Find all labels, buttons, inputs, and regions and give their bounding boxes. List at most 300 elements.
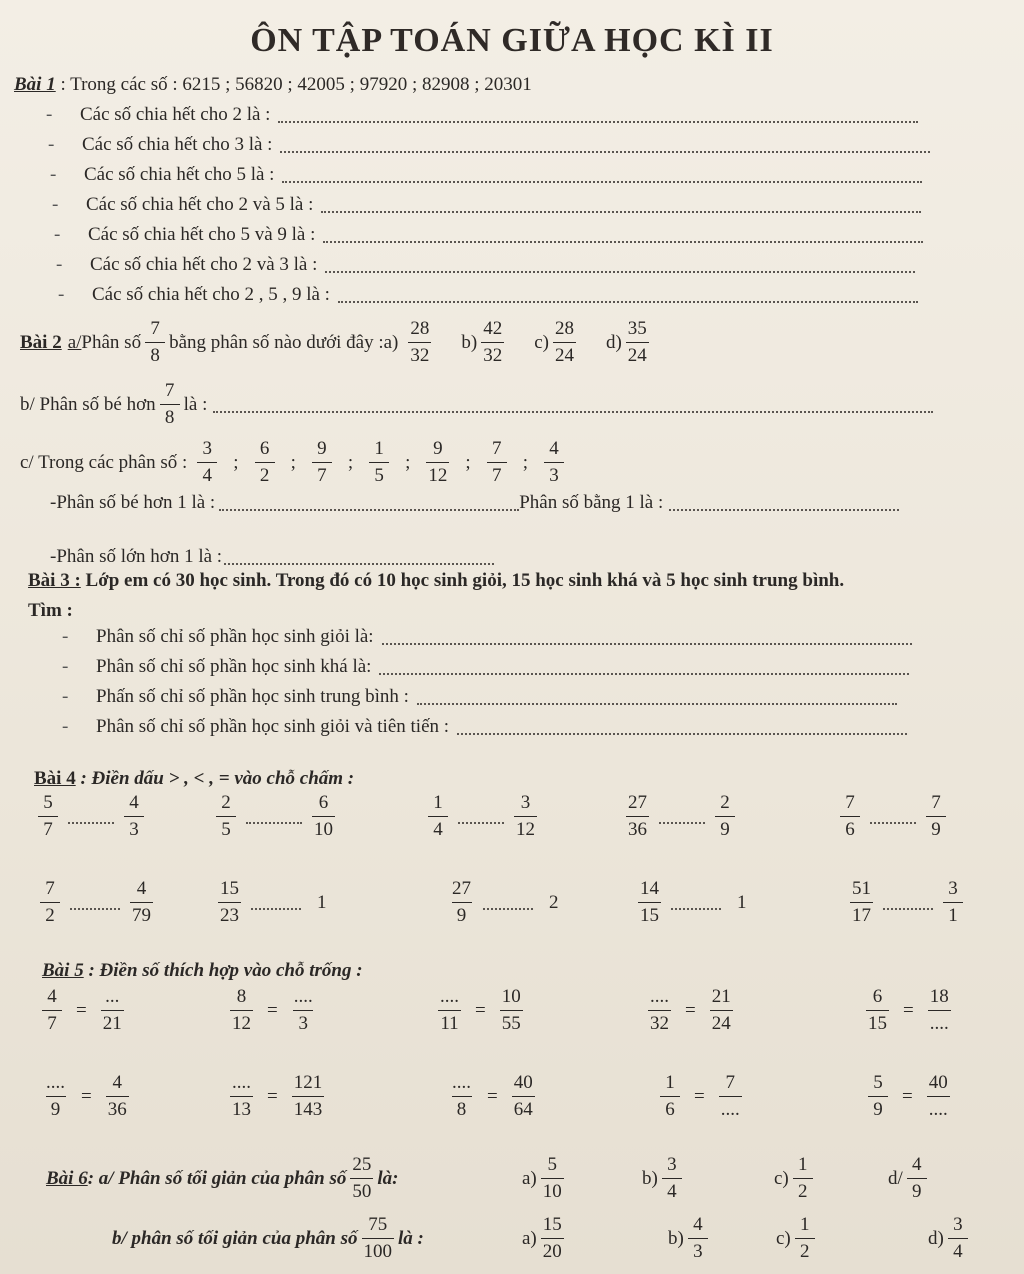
bai2-a-option[interactable] (461, 316, 508, 369)
bai1-item-label: Các số chia hết cho 3 là : (82, 134, 273, 155)
bai5-equation (446, 1070, 539, 1123)
answer-line[interactable] (379, 659, 909, 675)
denominator: 9 (868, 1096, 888, 1123)
answer-line[interactable] (870, 810, 916, 824)
denominator: 21 (101, 1010, 124, 1037)
numerator: 4 (136, 878, 147, 899)
answer-line[interactable] (883, 896, 933, 910)
denominator: 8 (452, 1096, 472, 1123)
numerator: 4 (912, 1154, 922, 1175)
bai4-comparison (36, 876, 157, 929)
bai2-c-fraction (426, 436, 449, 489)
bai2-c-row (20, 436, 568, 489)
left-fraction (38, 790, 58, 843)
bai1-intro: : Trong các số : 6215 ; 56820 ; 42005 ; 97920 ; 82908 ; 20301 (55, 74, 532, 95)
bai2-a-text1: Phân số (81, 331, 142, 353)
bai6-option[interactable] (774, 1152, 817, 1205)
separator: ; (290, 451, 296, 473)
numerator: 7 (931, 792, 941, 813)
right-fraction (292, 984, 315, 1037)
bai5-equation (38, 984, 128, 1037)
bai6-a-la: là: (377, 1167, 399, 1189)
numerator: 7 (845, 792, 855, 813)
right-fraction (927, 1070, 950, 1123)
bai1-item-label: Các số chia hết cho 2 , 5 , 9 là : (92, 284, 330, 305)
denominator: .... (719, 1096, 742, 1123)
numerator: 3 (202, 438, 213, 459)
answer-line[interactable] (213, 397, 933, 413)
bai1-item-label: Các số chia hết cho 2 và 5 là : (86, 194, 314, 215)
numerator: 27 (452, 878, 471, 899)
denominator: 5 (216, 816, 236, 843)
denominator: 4 (197, 462, 217, 489)
answer-line[interactable] (382, 629, 912, 645)
bai1-item-label: Các số chia hết cho 5 và 9 là : (88, 224, 316, 245)
right-fraction (512, 1070, 535, 1123)
equals-sign: = (76, 999, 87, 1021)
bai1-label: Bài 1 (14, 74, 56, 95)
bai6-option[interactable] (522, 1212, 568, 1265)
denominator: 9 (452, 902, 472, 929)
denominator: 4 (662, 1178, 682, 1205)
option-letter: b) (668, 1227, 684, 1249)
right-number: 1 (317, 891, 327, 913)
option-letter: a) (522, 1227, 537, 1249)
denominator: 24 (553, 342, 576, 369)
bai3-item (62, 716, 907, 738)
denominator: 9 (907, 1178, 927, 1205)
denominator: 3 (688, 1238, 708, 1265)
bai6-option[interactable] (928, 1212, 972, 1265)
bullet-dash: - (54, 224, 61, 245)
bullet-dash: - (58, 284, 65, 305)
option-fraction (688, 1212, 708, 1265)
separator: ; (233, 451, 239, 473)
equals-sign: = (81, 1085, 92, 1107)
denominator: 10 (312, 816, 335, 843)
answer-line[interactable] (323, 227, 923, 243)
bai1-item (54, 224, 923, 246)
numerator: 1 (800, 1214, 810, 1235)
denominator: 15 (866, 1010, 889, 1037)
denominator: 7 (42, 1010, 62, 1037)
bai1-item-label: Các số chia hết cho 2 và 3 là : (90, 254, 318, 275)
denominator: 24 (626, 342, 649, 369)
denominator: 32 (481, 342, 504, 369)
numerator: 4 (112, 1072, 122, 1093)
denominator: 9 (715, 816, 735, 843)
left-fraction (626, 790, 649, 843)
right-fraction (130, 876, 153, 929)
numerator: 28 (410, 318, 430, 339)
denominator: 143 (292, 1096, 325, 1123)
bai2-a-option[interactable] (404, 316, 435, 369)
numerator: 15 (542, 1214, 562, 1235)
bai3-item-label: Phân số chỉ số phần học sinh khá là: (96, 656, 372, 677)
separator: ; (522, 451, 528, 473)
denominator: 9 (926, 816, 946, 843)
numerator: 6 (872, 986, 883, 1007)
bai2-c-greater-row (50, 546, 494, 568)
bai6-option[interactable] (522, 1152, 568, 1205)
numerator: 5 (43, 792, 53, 813)
option-fraction (948, 1212, 968, 1265)
right-fraction (312, 790, 335, 843)
answer-line[interactable] (338, 287, 918, 303)
bai6-option[interactable] (776, 1212, 819, 1265)
left-fraction (42, 984, 62, 1037)
bai4-comparison (212, 790, 339, 843)
numerator: 4 (129, 792, 139, 813)
bai5-equation (862, 984, 955, 1037)
bullet-dash: - (50, 164, 57, 185)
bai6-option[interactable] (668, 1212, 712, 1265)
numerator: 7 (725, 1072, 735, 1093)
answer-line[interactable] (671, 896, 721, 910)
left-fraction (428, 790, 448, 843)
left-fraction (638, 876, 661, 929)
bai2-c-fraction (197, 436, 217, 489)
bai1-item-label: Các số chia hết cho 5 là : (84, 164, 275, 185)
bai4-comparison (446, 876, 559, 929)
bai2-a-text2: bằng phân số nào dưới đây :a) (169, 331, 399, 353)
bai3-label: Bài 3 : (28, 570, 81, 591)
denominator: 15 (638, 902, 661, 929)
bai1-item (48, 134, 930, 156)
denominator: 64 (512, 1096, 535, 1123)
bai6-a-fraction: $\frac{25}{50}$ (350, 1152, 373, 1205)
answer-line[interactable] (251, 896, 301, 910)
option-fraction (541, 1152, 564, 1205)
answer-line[interactable] (417, 689, 897, 705)
denominator: 10 (541, 1178, 564, 1205)
left-fraction (850, 876, 873, 929)
option-fraction (553, 316, 576, 369)
denominator: 7 (487, 462, 507, 489)
bai3-item-label: Phân số chỉ số phần học sinh giỏi là: (96, 626, 374, 647)
bullet-dash: - (62, 656, 69, 677)
numerator: 9 (433, 438, 443, 459)
option-fraction (408, 316, 431, 369)
numerator: 7 (45, 878, 55, 899)
denominator: 32 (648, 1010, 671, 1037)
numerator: .... (46, 1072, 65, 1093)
left-fraction (660, 1070, 680, 1123)
bai5-equation (226, 984, 319, 1037)
bai3-tim: Tìm : (28, 600, 73, 621)
option-letter: d) (605, 331, 622, 353)
denominator: 24 (710, 1010, 733, 1037)
numerator: .... (293, 986, 313, 1007)
bai2-b-fraction: $\frac{7}{8}$ (160, 378, 180, 431)
answer-line[interactable] (669, 495, 899, 511)
bai4-label: Bài 4 (34, 768, 76, 789)
denominator: 2 (255, 462, 275, 489)
answer-line[interactable] (457, 719, 907, 735)
numerator: 35 (627, 318, 647, 339)
left-fraction (438, 984, 461, 1037)
answer-line[interactable] (458, 810, 504, 824)
answer-line[interactable] (68, 810, 114, 824)
bai5-equation (434, 984, 527, 1037)
bai2-a-option[interactable] (606, 316, 653, 369)
denominator: 23 (218, 902, 241, 929)
option-fraction (795, 1212, 815, 1265)
bai2-c-equal: Phân số bằng 1 là : (519, 492, 664, 513)
numerator: 1 (374, 438, 384, 459)
left-fraction (230, 984, 253, 1037)
equals-sign: = (685, 999, 696, 1021)
bai5-equation (644, 984, 737, 1037)
numerator: 40 (928, 1072, 948, 1093)
bai6-option[interactable] (888, 1152, 931, 1205)
bullet-dash: - (46, 104, 53, 125)
answer-line[interactable] (280, 137, 930, 153)
bai2-b-text1: b/ Phân số bé hơn (20, 393, 156, 415)
denominator: 13 (230, 1096, 253, 1123)
numerator: 3 (953, 1214, 963, 1235)
bai3-item-label: Phấn số chỉ số phần học sinh trung bình : (96, 686, 409, 707)
numerator: 9 (317, 438, 327, 459)
right-fraction (926, 790, 946, 843)
bai5-header (42, 960, 363, 982)
bai4-comparison (622, 790, 739, 843)
answer-line[interactable] (246, 810, 302, 824)
bai4-comparison (836, 790, 950, 843)
bai1-item (46, 104, 918, 126)
numerator: 6 (318, 792, 329, 813)
denominator: 9 (46, 1096, 66, 1123)
right-fraction (514, 790, 537, 843)
denominator: 2 (793, 1178, 813, 1205)
equals-sign: = (475, 999, 486, 1021)
bullet-dash: - (56, 254, 63, 275)
right-fraction (292, 1070, 325, 1123)
numerator: 121 (293, 1072, 323, 1093)
right-fraction (943, 876, 963, 929)
option-fraction (793, 1152, 813, 1205)
bai2-c-fraction (487, 436, 507, 489)
right-number: 1 (737, 891, 747, 913)
right-fraction (715, 790, 735, 843)
right-fraction (101, 984, 124, 1037)
bai2-a-fraction: $\frac{7}{8}$ (145, 316, 165, 369)
left-fraction (40, 876, 60, 929)
bai1-header (14, 74, 532, 96)
bai2-a-option[interactable] (534, 316, 580, 369)
numerator: ... (105, 986, 120, 1007)
denominator: 2 (795, 1238, 815, 1265)
page-title: ÔN TẬP TOÁN GIỮA HỌC KÌ II (250, 22, 774, 59)
denominator: 6 (660, 1096, 680, 1123)
numerator: 2 (720, 792, 730, 813)
right-fraction (500, 984, 523, 1037)
answer-line[interactable] (282, 167, 922, 183)
left-fraction (840, 790, 860, 843)
bai3-item-label: Phân số chỉ số phần học sinh giỏi và tiên tiến : (96, 716, 450, 737)
bai4-header (34, 768, 354, 790)
bai2-c-less: -Phân số bé hơn 1 là : (50, 492, 216, 513)
equals-sign: = (694, 1085, 705, 1107)
bai2-a-label: a/ (67, 331, 82, 353)
denominator: 7 (312, 462, 332, 489)
denominator: 5 (369, 462, 389, 489)
answer-line[interactable] (325, 257, 915, 273)
denominator: 32 (408, 342, 431, 369)
answer-line[interactable] (70, 896, 120, 910)
bai4-text: : Điền dấu > , < , = vào chỗ chấm : (75, 768, 355, 789)
bai4-comparison (634, 876, 747, 929)
numerator: 18 (929, 986, 949, 1007)
numerator: 40 (513, 1072, 533, 1093)
right-fraction (106, 1070, 129, 1123)
bai3-text: Lớp em có 30 học sinh. Trong đó có 10 học sinh giỏi, 15 học sinh khá và 5 học sinh trung bình. (80, 570, 845, 591)
left-fraction (866, 984, 889, 1037)
bai2-a-row (20, 316, 653, 369)
left-fraction (218, 876, 241, 929)
numerator: 10 (501, 986, 521, 1007)
numerator: 7 (491, 438, 502, 459)
denominator: 3 (124, 816, 144, 843)
bai4-comparison (214, 876, 327, 929)
numerator: 2 (221, 792, 231, 813)
equals-sign: = (267, 999, 278, 1021)
bai5-equation (656, 1070, 746, 1123)
left-fraction (648, 984, 671, 1037)
bai6-label: Bài 6 (46, 1167, 88, 1189)
denominator: 20 (541, 1238, 564, 1265)
bai1-item (58, 284, 918, 306)
numerator: 3 (667, 1154, 677, 1175)
denominator: 1 (943, 902, 963, 929)
denominator: 79 (130, 902, 153, 929)
option-letter: b) (461, 331, 478, 353)
bai5-text: : Điền số thích hợp vào chỗ trống : (83, 960, 363, 981)
numerator: 1 (665, 1072, 675, 1093)
bullet-dash: - (62, 626, 69, 647)
bai6-a-row (46, 1152, 398, 1205)
bai6-option[interactable] (642, 1152, 686, 1205)
left-fraction (450, 876, 473, 929)
numerator: 3 (520, 792, 531, 813)
bai5-equation (864, 1070, 954, 1123)
bai2-label: Bài 2 (20, 331, 62, 353)
left-fraction (450, 1070, 473, 1123)
numerator: 27 (628, 792, 647, 813)
denominator: 55 (500, 1010, 523, 1037)
numerator: .... (650, 986, 669, 1007)
option-fraction (626, 316, 649, 369)
option-fraction (481, 316, 504, 369)
numerator: 21 (711, 986, 731, 1007)
numerator: 4 (693, 1214, 703, 1235)
option-letter: c) (776, 1227, 791, 1249)
separator: ; (465, 451, 471, 473)
denominator: 7 (38, 816, 58, 843)
numerator: 4 (549, 438, 559, 459)
right-fraction (710, 984, 733, 1037)
option-letter: d/ (888, 1167, 903, 1189)
equals-sign: = (267, 1085, 278, 1107)
bai6-b-fraction: $\frac{75}{100}$ (362, 1212, 395, 1265)
left-fraction (44, 1070, 67, 1123)
bai2-c-fraction (312, 436, 332, 489)
denominator: 3 (293, 1010, 313, 1037)
option-fraction (541, 1212, 564, 1265)
option-letter: c) (774, 1167, 789, 1189)
answer-line[interactable] (278, 107, 918, 123)
bai6-b-text: b/ phân số tối giản của phân số (112, 1227, 358, 1249)
numerator: 3 (948, 878, 958, 899)
bai1-item (56, 254, 915, 276)
bai5-label: Bài 5 (42, 960, 84, 981)
option-letter: c) (534, 331, 549, 353)
numerator: 42 (483, 318, 503, 339)
equals-sign: = (487, 1085, 498, 1107)
bai3-header (28, 570, 844, 592)
denominator: 36 (106, 1096, 129, 1123)
numerator: 5 (547, 1154, 558, 1175)
numerator: .... (232, 1072, 251, 1093)
right-fraction (928, 984, 951, 1037)
denominator: .... (928, 1010, 951, 1037)
bullet-dash: - (62, 686, 69, 707)
denominator: 4 (948, 1238, 968, 1265)
answer-line[interactable] (321, 197, 921, 213)
separator: ; (347, 451, 354, 473)
numerator: 14 (640, 878, 659, 899)
bai1-item (50, 164, 922, 186)
denominator: 12 (514, 816, 537, 843)
answer-line[interactable] (483, 896, 533, 910)
bullet-dash: - (48, 134, 55, 155)
answer-line[interactable] (219, 495, 519, 511)
bai4-comparison (34, 790, 148, 843)
denominator: 11 (438, 1010, 460, 1037)
numerator: 4 (47, 986, 57, 1007)
right-fraction (719, 1070, 742, 1123)
bullet-dash: - (52, 194, 59, 215)
bai5-equation (226, 1070, 328, 1123)
bai1-item (52, 194, 921, 216)
bai1-item-label: Các số chia hết cho 2 là : (80, 104, 271, 125)
bai2-c-less-row (50, 492, 899, 514)
bai2-c-fraction (369, 436, 389, 489)
bai3-item (62, 626, 912, 648)
answer-line[interactable] (224, 549, 494, 565)
bai2-c-greater: -Phân số lớn hơn 1 là : (50, 546, 223, 567)
denominator: 6 (840, 816, 860, 843)
denominator: .... (927, 1096, 950, 1123)
option-fraction (907, 1152, 927, 1205)
answer-line[interactable] (659, 810, 705, 824)
denominator: 12 (426, 462, 449, 489)
bai4-comparison (846, 876, 967, 929)
bai6-b-la: là : (398, 1227, 424, 1249)
numerator: 6 (259, 438, 270, 459)
separator: ; (405, 451, 411, 473)
denominator: 2 (40, 902, 60, 929)
left-fraction (216, 790, 236, 843)
option-letter: a) (522, 1167, 537, 1189)
denominator: 12 (230, 1010, 253, 1037)
bai4-comparison (424, 790, 541, 843)
bai2-c-text: c/ Trong các phân số : (20, 451, 188, 473)
bai2-c-fraction (544, 436, 564, 489)
numerator: 1 (798, 1154, 808, 1175)
equals-sign: = (902, 1085, 913, 1107)
bai3-item (62, 686, 897, 708)
